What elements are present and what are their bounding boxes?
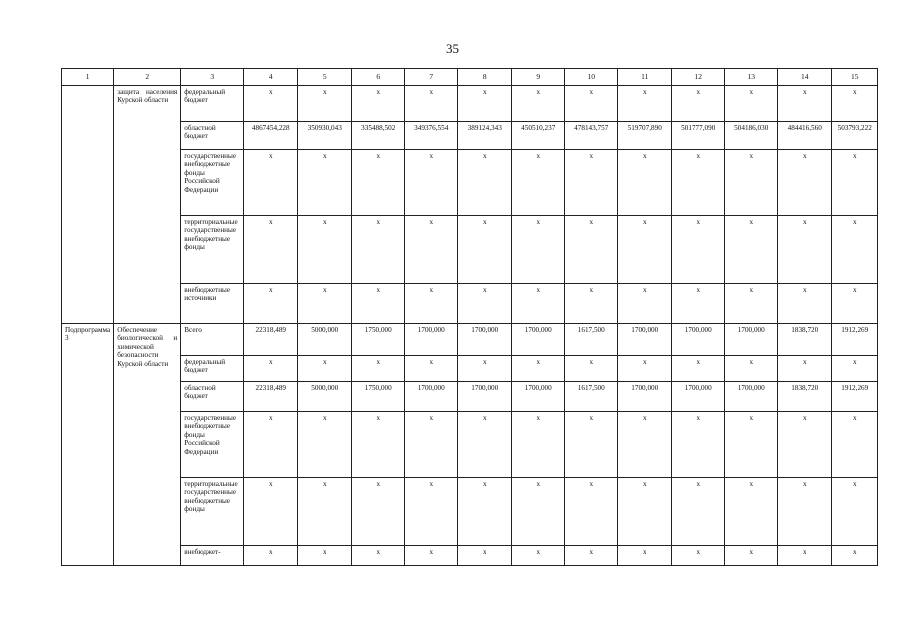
value-cell: x (832, 478, 878, 546)
value-cell: x (565, 150, 618, 216)
value-cell: x (244, 478, 298, 546)
value-cell: x (565, 216, 618, 284)
value-cell: 350930,043 (298, 122, 352, 150)
value-cell: 349376,554 (405, 122, 458, 150)
column-header: 7 (405, 69, 458, 86)
value-cell: x (512, 284, 565, 324)
value-cell: x (458, 284, 512, 324)
value-cell: x (352, 546, 405, 566)
column-header: 14 (778, 69, 832, 86)
value-cell: 22318,489 (244, 382, 298, 412)
value-cell: 1700,000 (405, 382, 458, 412)
value-cell: x (778, 546, 832, 566)
value-cell: x (618, 412, 672, 478)
value-cell: x (458, 86, 512, 122)
value-cell: 5000,000 (298, 382, 352, 412)
value-cell: 1700,000 (458, 324, 512, 356)
column-header: 3 (181, 69, 244, 86)
value-cell: x (672, 284, 725, 324)
value-cell: x (458, 150, 512, 216)
value-cell: x (672, 356, 725, 382)
value-cell: x (298, 546, 352, 566)
value-cell: x (298, 356, 352, 382)
value-cell: x (352, 150, 405, 216)
value-cell: x (298, 412, 352, 478)
value-cell: 1912,269 (832, 324, 878, 356)
table-row (62, 546, 878, 566)
value-cell: 1700,000 (458, 382, 512, 412)
value-cell: x (458, 412, 512, 478)
funding-source: территориальные государственные внебюджетные фонды (181, 478, 244, 546)
value-cell: x (512, 412, 565, 478)
value-cell: x (725, 356, 778, 382)
value-cell: x (244, 86, 298, 122)
value-cell: 5000,000 (298, 324, 352, 356)
value-cell: x (832, 284, 878, 324)
column-header: 9 (512, 69, 565, 86)
subprogram-code: Подпрограмма 3 (62, 324, 114, 566)
value-cell: x (725, 412, 778, 478)
value-cell: x (725, 284, 778, 324)
value-cell: 484416,560 (778, 122, 832, 150)
subprogram-name: Обеспечение биологической и химической безопасности Курской области (114, 324, 181, 566)
value-cell: x (778, 284, 832, 324)
value-cell: x (458, 356, 512, 382)
value-cell: 519707,890 (618, 122, 672, 150)
value-cell: 1912,269 (832, 382, 878, 412)
value-cell: x (352, 86, 405, 122)
value-cell: x (512, 216, 565, 284)
table-row (62, 284, 878, 324)
column-header: 2 (114, 69, 181, 86)
value-cell: x (565, 478, 618, 546)
value-cell: 1700,000 (512, 382, 565, 412)
funding-source: областной бюджет (181, 382, 244, 412)
column-header: 8 (458, 69, 512, 86)
table-row (62, 122, 878, 150)
value-cell: x (778, 150, 832, 216)
value-cell: x (458, 478, 512, 546)
value-cell: 1838,720 (778, 382, 832, 412)
value-cell: x (565, 356, 618, 382)
column-header: 15 (832, 69, 878, 86)
value-cell: x (458, 546, 512, 566)
budget-table (61, 68, 878, 566)
funding-source: государственные внебюджетные фонды Российской Федерации (181, 150, 244, 216)
funding-source: внебюджетные источники (181, 284, 244, 324)
value-cell: 1617,500 (565, 382, 618, 412)
value-cell: x (244, 216, 298, 284)
value-cell: x (832, 356, 878, 382)
value-cell: x (672, 546, 725, 566)
table-row (62, 382, 878, 412)
column-header: 4 (244, 69, 298, 86)
value-cell: x (405, 86, 458, 122)
value-cell: x (244, 412, 298, 478)
value-cell: x (405, 284, 458, 324)
value-cell: x (352, 478, 405, 546)
value-cell: x (352, 356, 405, 382)
value-cell: x (565, 86, 618, 122)
value-cell: x (725, 216, 778, 284)
value-cell: x (832, 216, 878, 284)
value-cell: 1838,720 (778, 324, 832, 356)
value-cell: x (244, 546, 298, 566)
value-cell: x (405, 150, 458, 216)
value-cell: x (672, 412, 725, 478)
table-row (62, 86, 878, 122)
column-header: 12 (672, 69, 725, 86)
value-cell: x (565, 412, 618, 478)
value-cell: x (405, 412, 458, 478)
value-cell: x (565, 284, 618, 324)
value-cell: x (512, 546, 565, 566)
value-cell: x (244, 356, 298, 382)
value-cell: 1700,000 (672, 324, 725, 356)
value-cell: 389124,343 (458, 122, 512, 150)
value-cell: 1700,000 (405, 324, 458, 356)
value-cell: x (352, 412, 405, 478)
value-cell: x (618, 356, 672, 382)
funding-source: государственные внебюджетные фонды Российской Федерации (181, 412, 244, 478)
value-cell: x (725, 150, 778, 216)
table-row (62, 412, 878, 478)
value-cell: x (618, 478, 672, 546)
value-cell: x (725, 86, 778, 122)
value-cell: x (405, 356, 458, 382)
value-cell: 1700,000 (512, 324, 565, 356)
value-cell: x (352, 284, 405, 324)
table-row (62, 478, 878, 546)
value-cell: x (298, 86, 352, 122)
table-row (62, 150, 878, 216)
subprogram-name: защита населения Курской области (114, 86, 181, 324)
value-cell: 1617,500 (565, 324, 618, 356)
subprogram-code (62, 86, 114, 324)
value-cell: x (458, 216, 512, 284)
value-cell: x (298, 284, 352, 324)
value-cell: x (725, 546, 778, 566)
value-cell: x (618, 216, 672, 284)
funding-source: федеральный бюджет (181, 356, 244, 382)
value-cell: 503793,222 (832, 122, 878, 150)
value-cell: x (352, 216, 405, 284)
funding-source: Всего (181, 324, 244, 356)
value-cell: 478143,757 (565, 122, 618, 150)
column-header: 11 (618, 69, 672, 86)
value-cell: x (618, 546, 672, 566)
value-cell: x (405, 478, 458, 546)
table-row (62, 216, 878, 284)
value-cell: 1700,000 (618, 324, 672, 356)
value-cell: 4867454,228 (244, 122, 298, 150)
page-number: 35 (446, 41, 459, 56)
value-cell: 1700,000 (725, 324, 778, 356)
column-header: 13 (725, 69, 778, 86)
value-cell: x (405, 546, 458, 566)
funding-source: областной бюджет (181, 122, 244, 150)
value-cell: x (244, 284, 298, 324)
value-cell: x (672, 478, 725, 546)
value-cell: x (298, 150, 352, 216)
funding-source: территориальные государственные внебюджетные фонды (181, 216, 244, 284)
value-cell: x (672, 86, 725, 122)
value-cell: 335488,502 (352, 122, 405, 150)
value-cell: 1700,000 (725, 382, 778, 412)
value-cell: 1700,000 (672, 382, 725, 412)
funding-source: внебюджет- (181, 546, 244, 566)
column-header: 10 (565, 69, 618, 86)
value-cell: x (778, 478, 832, 546)
value-cell: x (672, 216, 725, 284)
value-cell: 501777,090 (672, 122, 725, 150)
value-cell: x (778, 216, 832, 284)
value-cell: x (565, 546, 618, 566)
value-cell: x (778, 412, 832, 478)
value-cell: x (405, 216, 458, 284)
value-cell: x (298, 216, 352, 284)
value-cell: x (672, 150, 725, 216)
value-cell: x (512, 86, 565, 122)
value-cell: 504186,030 (725, 122, 778, 150)
value-cell: x (832, 150, 878, 216)
value-cell: x (298, 478, 352, 546)
value-cell: 450510,237 (512, 122, 565, 150)
value-cell: x (244, 150, 298, 216)
value-cell: 22318,489 (244, 324, 298, 356)
value-cell: x (618, 284, 672, 324)
value-cell: x (832, 546, 878, 566)
value-cell: x (512, 356, 565, 382)
funding-source: федеральный бюджет (181, 86, 244, 122)
value-cell: 1700,000 (618, 382, 672, 412)
value-cell: 1750,000 (352, 382, 405, 412)
column-header: 1 (62, 69, 114, 86)
value-cell: 1750,000 (352, 324, 405, 356)
table-row (62, 356, 878, 382)
value-cell: x (725, 478, 778, 546)
column-header: 5 (298, 69, 352, 86)
value-cell: x (512, 150, 565, 216)
value-cell: x (618, 150, 672, 216)
value-cell: x (832, 412, 878, 478)
table-row (62, 324, 878, 356)
value-cell: x (778, 86, 832, 122)
value-cell: x (618, 86, 672, 122)
value-cell: x (832, 86, 878, 122)
column-header: 6 (352, 69, 405, 86)
value-cell: x (778, 356, 832, 382)
value-cell: x (512, 478, 565, 546)
